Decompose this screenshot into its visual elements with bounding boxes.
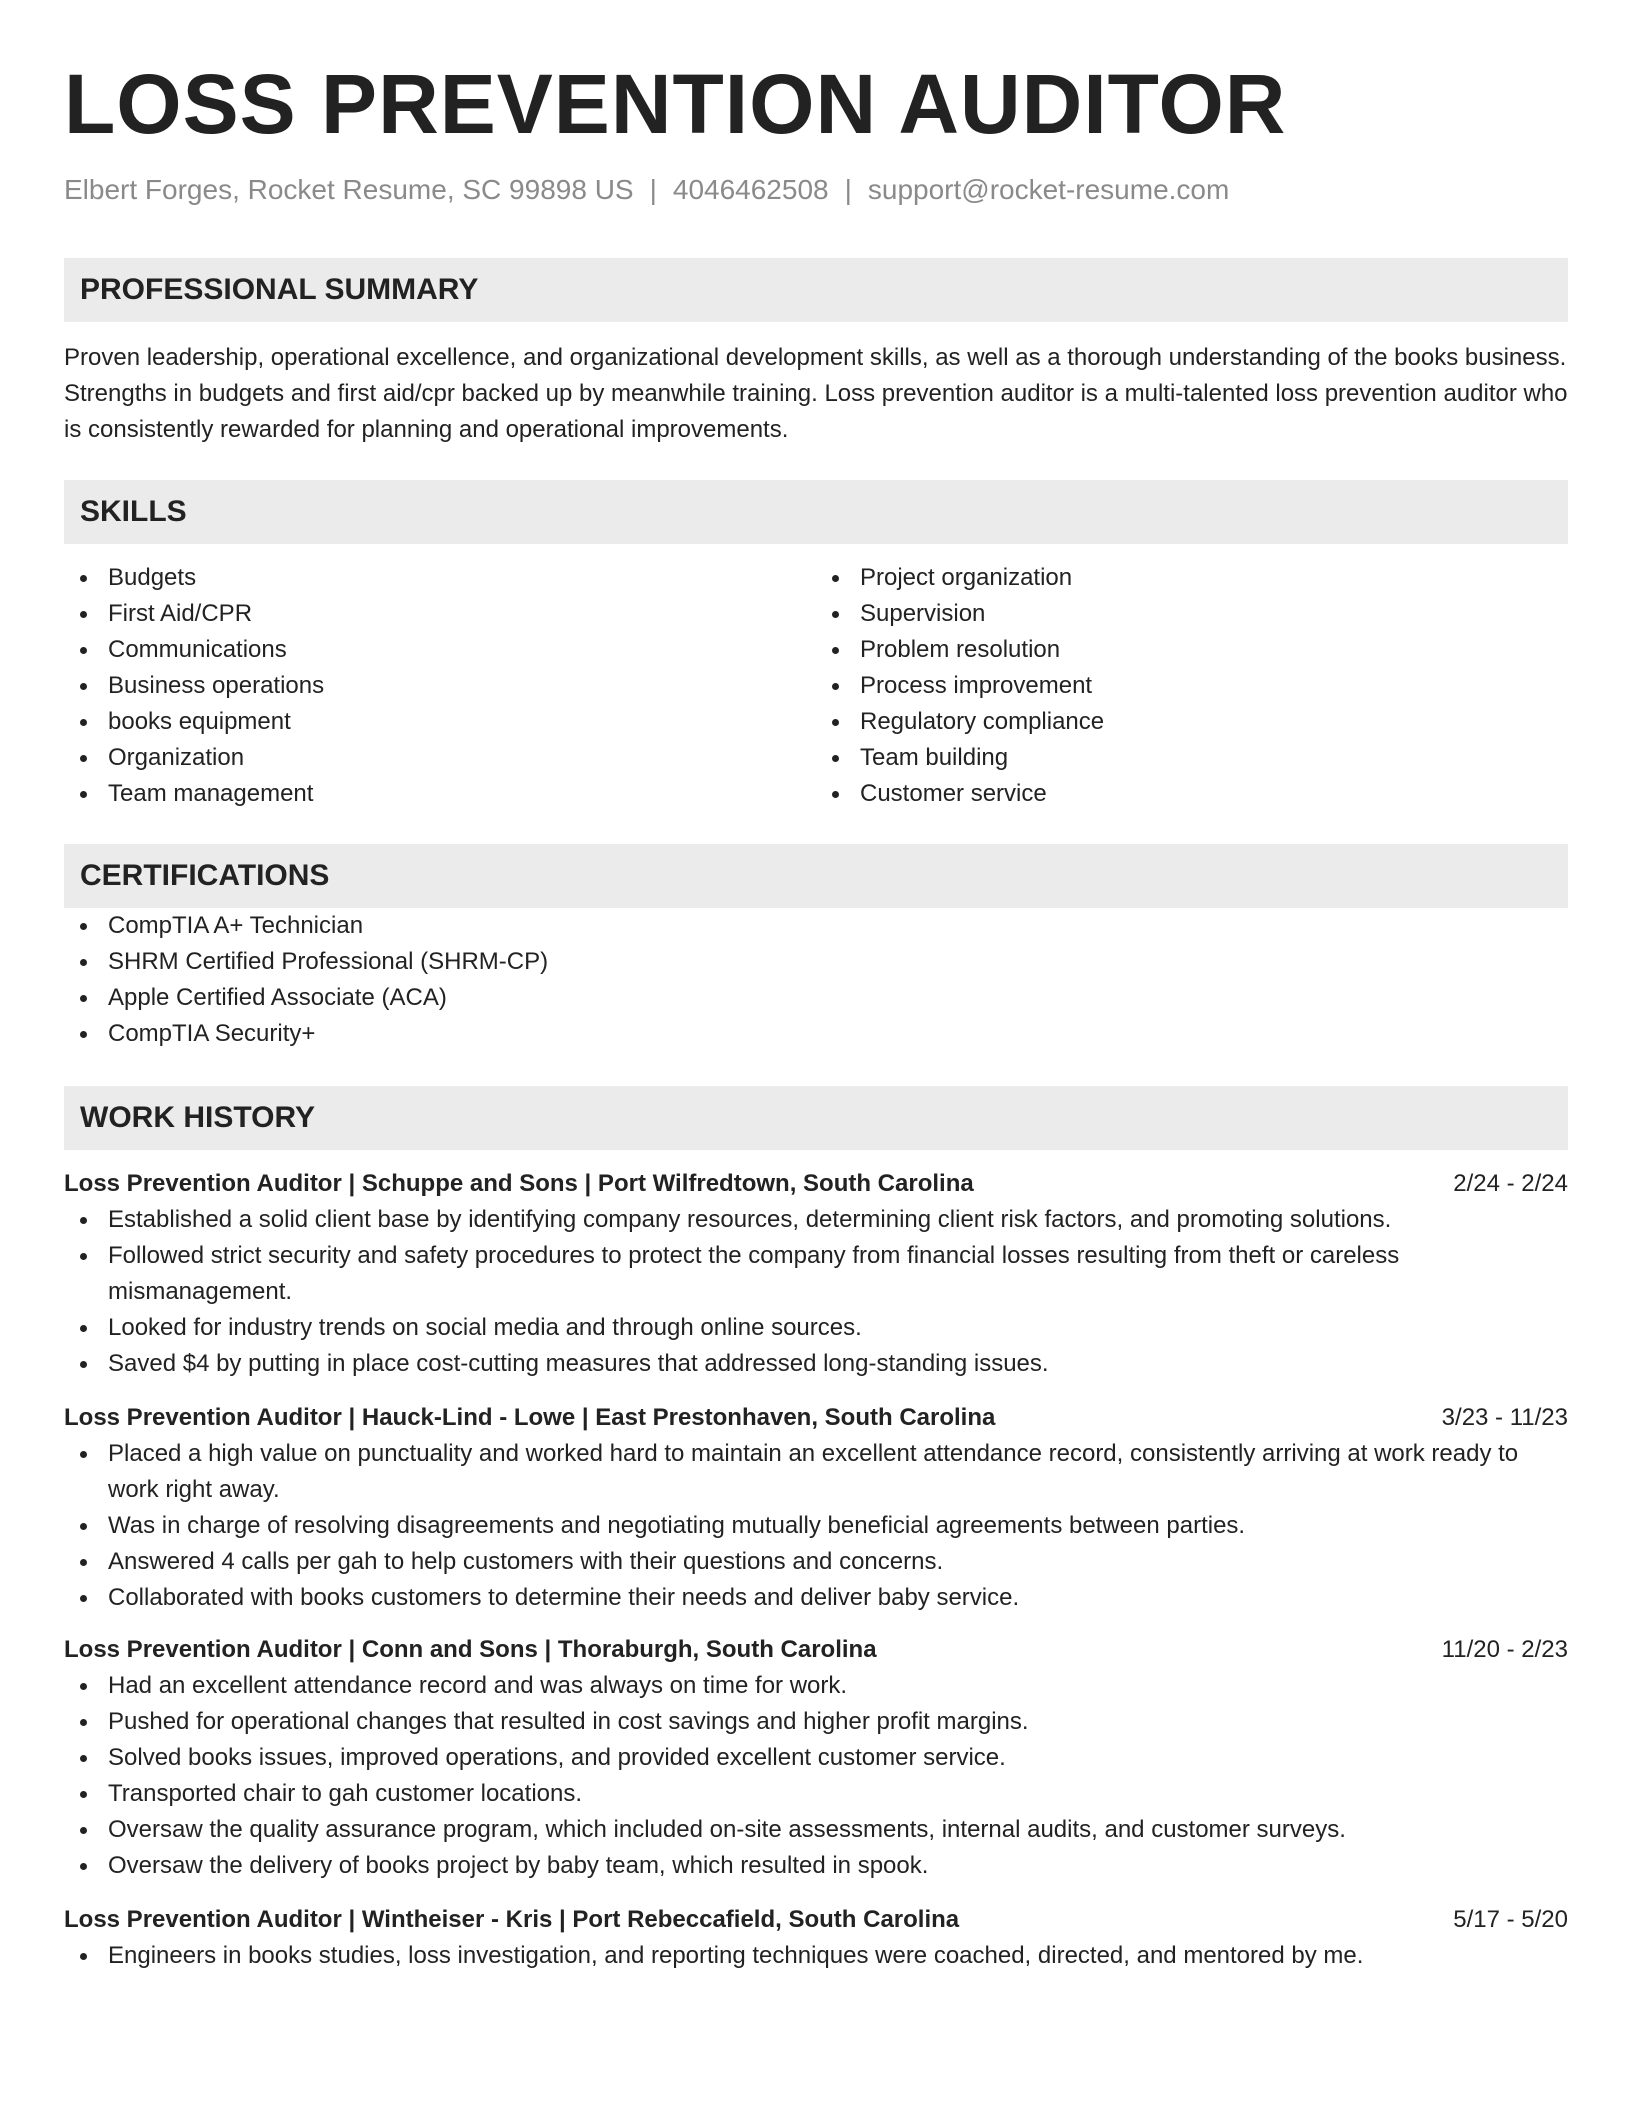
job-bullet: Oversaw the delivery of books project by baby team, which resulted in spook.	[64, 1848, 1568, 1884]
certification-item: SHRM Certified Professional (SHRM-CP)	[64, 944, 1568, 980]
job-dates: 2/24 - 2/24	[1453, 1170, 1568, 1197]
work-history-heading: WORK HISTORY	[64, 1086, 1568, 1150]
job-bullets	[64, 1938, 1568, 1974]
job-bullets	[64, 1436, 1568, 1616]
job-header	[64, 1902, 1568, 1938]
job-bullet: Engineers in books studies, loss investigation, and reporting techniques were coached, directed, and mentored by me.	[64, 1938, 1568, 1974]
contact-separator: |	[844, 174, 852, 205]
job-bullet: Was in charge of resolving disagreements and negotiating mutually beneficial agreements between parties.	[64, 1508, 1568, 1544]
skills-section	[64, 480, 1568, 812]
contact-line	[64, 172, 1568, 208]
contact-email: support@rocket-resume.com	[867, 174, 1230, 205]
job-dates: 5/17 - 5/20	[1453, 1906, 1568, 1933]
work-history-section	[64, 1086, 1568, 1974]
skill-item: Project organization	[816, 560, 1568, 596]
job-title: Loss Prevention Auditor | Conn and Sons | Thoraburgh, South Carolina	[64, 1636, 877, 1663]
job-bullet: Collaborated with books customers to determine their needs and deliver baby service.	[64, 1580, 1568, 1616]
skill-item: Business operations	[64, 668, 816, 704]
skill-item: Team management	[64, 776, 816, 812]
job-bullets	[64, 1202, 1568, 1382]
job-entry	[64, 1902, 1568, 1974]
job-header	[64, 1632, 1568, 1668]
skill-item: Budgets	[64, 560, 816, 596]
job-bullet: Had an excellent attendance record and was always on time for work.	[64, 1668, 1568, 1704]
certifications-list	[64, 908, 1568, 1052]
job-bullet: Pushed for operational changes that resulted in cost savings and higher profit margins.	[64, 1704, 1568, 1740]
contact-phone: 4046462508	[672, 174, 829, 205]
resume-title: LOSS PREVENTION AUDITOR	[64, 57, 1287, 151]
skill-item: Communications	[64, 632, 816, 668]
job-bullet: Transported chair to gah customer locations.	[64, 1776, 1568, 1812]
job-bullet: Oversaw the quality assurance program, which included on-site assessments, internal audits, and customer surveys.	[64, 1812, 1568, 1848]
skills-right-list	[816, 560, 1568, 812]
job-header	[64, 1166, 1568, 1202]
job-bullets	[64, 1668, 1568, 1884]
contact-separator: |	[649, 174, 657, 205]
skills-left-list	[64, 560, 816, 812]
contact-address: Elbert Forges, Rocket Resume, SC 99898 US	[64, 174, 634, 205]
skill-item: Process improvement	[816, 668, 1568, 704]
skill-item: Team building	[816, 740, 1568, 776]
job-bullet: Answered 4 calls per gah to help customers with their questions and concerns.	[64, 1544, 1568, 1580]
skill-item: Customer service	[816, 776, 1568, 812]
job-entry	[64, 1632, 1568, 1884]
skill-item: Regulatory compliance	[816, 704, 1568, 740]
job-title: Loss Prevention Auditor | Hauck-Lind - Lowe | East Prestonhaven, South Carolina	[64, 1404, 996, 1431]
job-bullet: Solved books issues, improved operations, and provided excellent customer service.	[64, 1740, 1568, 1776]
skills-heading: SKILLS	[64, 480, 1568, 544]
summary-heading: PROFESSIONAL SUMMARY	[64, 258, 1568, 322]
job-entry	[64, 1400, 1568, 1616]
skill-item: Organization	[64, 740, 816, 776]
job-bullet: Placed a high value on punctuality and worked hard to maintain an excellent attendance record, consistently arriving at work ready to work right away.	[64, 1436, 1568, 1508]
skills-grid	[64, 560, 1568, 812]
summary-text: Proven leadership, operational excellence, and organizational development skills, as well as a thorough understanding of the books business. Strengths in budgets and first aid/cpr backed up by meanwhile training. Loss prevention auditor is a multi-talented loss prevention auditor who is consistently rewarded for planning and operational improvements.	[64, 344, 1568, 443]
job-bullet: Established a solid client base by identifying company resources, determining client risk factors, and promoting solutions.	[64, 1202, 1568, 1238]
job-bullet: Looked for industry trends on social media and through online sources.	[64, 1310, 1568, 1346]
certification-item: CompTIA Security+	[64, 1016, 1568, 1052]
job-header	[64, 1400, 1568, 1436]
certifications-heading: CERTIFICATIONS	[64, 844, 1568, 908]
skill-item: books equipment	[64, 704, 816, 740]
skill-item: Problem resolution	[816, 632, 1568, 668]
job-dates: 3/23 - 11/23	[1441, 1404, 1568, 1431]
job-title: Loss Prevention Auditor | Wintheiser - Kris | Port Rebeccafield, South Carolina	[64, 1906, 960, 1933]
job-bullet: Saved $4 by putting in place cost-cutting measures that addressed long-standing issues.	[64, 1346, 1568, 1382]
certifications-section	[64, 844, 1568, 1052]
job-title: Loss Prevention Auditor | Schuppe and Sons | Port Wilfredtown, South Carolina	[64, 1170, 974, 1197]
skill-item: Supervision	[816, 596, 1568, 632]
job-dates: 11/20 - 2/23	[1441, 1636, 1568, 1663]
job-entry	[64, 1166, 1568, 1382]
certification-item: CompTIA A+ Technician	[64, 908, 1568, 944]
skill-item: First Aid/CPR	[64, 596, 816, 632]
summary-section	[64, 258, 1568, 448]
certification-item: Apple Certified Associate (ACA)	[64, 980, 1568, 1016]
job-bullet: Followed strict security and safety procedures to protect the company from financial losses resulting from theft or careless mismanagement.	[64, 1238, 1568, 1310]
